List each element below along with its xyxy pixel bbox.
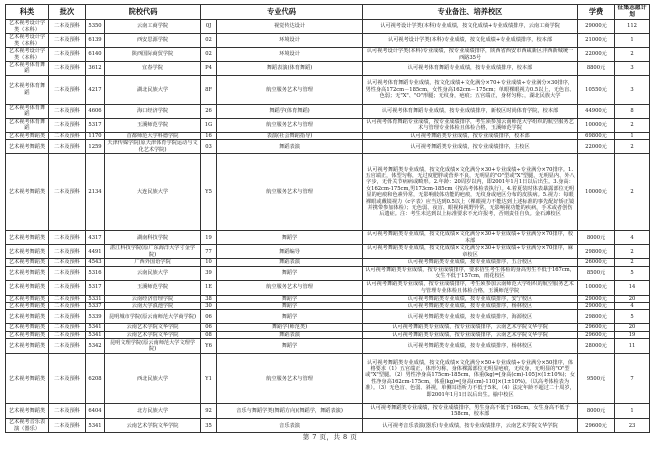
tuition-cell: 29800元 (578, 245, 615, 259)
table-body (6, 20, 650, 433)
school-id-cell: 4491 (86, 245, 105, 259)
notes-cell: 认可视考体育舞蹈专业成绩，按专业成绩排序，新校区时尚体育学院，校本部 (363, 104, 578, 118)
school-name-cell: 湖北民族大学 (105, 75, 201, 104)
table-row (6, 295, 650, 302)
batch-cell: 二本及预科 (49, 62, 86, 76)
notes-cell: 认可视考设计学类(本科)专业成绩，按文化成绩+专业成绩排序，云南工商学院 (363, 20, 578, 34)
table-row (6, 118, 650, 132)
tuition-cell: 29000元 (578, 20, 615, 34)
school-name-cell: 湖南科技学院 (105, 231, 201, 245)
tuition-cell: 10550元 (578, 75, 615, 104)
major-name-cell: 舞蹈学(师范类) (217, 324, 363, 331)
school-name-cell: 陕西国际商贸学院 (105, 48, 201, 62)
tuition-cell: 69800元 (578, 132, 615, 139)
major-name-cell: 舞蹈表演 (217, 140, 363, 154)
major-id-cell: 30 (201, 303, 217, 310)
notes-cell: 认可视考舞蹈类专业成绩，按文化成绩×文化满分×30+专业成绩÷专业满分×70排序，麻章校区 (363, 245, 578, 259)
notes-cell: 认可视考舞蹈类专业成绩，按专业成绩排序，要求招生考生体检的身高男生不低于167cm，女生不低于157cm，雨花校区 (363, 266, 578, 280)
notes-cell: 认可视考舞蹈类专业成绩，按专业成绩排序，云南艺术学院文华学院 (363, 324, 578, 331)
plan-cell: 1 (615, 404, 650, 419)
school-id-cell: 5339 (86, 310, 105, 324)
category-cell: 艺术视考舞蹈类 (6, 266, 49, 280)
table-row (6, 75, 650, 104)
notes-cell: 认可视考舞蹈类专业成绩，按专业成绩排序，海源校区 (363, 310, 578, 324)
notes-cell: 认可视考舞蹈类专业成绩，按专业成绩排序，考生须参加云南师范大学组织的航空服务艺术与管理专业体检且体检合格，玉溪师范学院 (363, 280, 578, 295)
school-name-cell: 云南经济管理学院 (105, 295, 201, 302)
school-id-cell: 5341 (86, 324, 105, 331)
major-name-cell: 舞蹈学 (217, 295, 363, 302)
table-row (6, 339, 650, 354)
major-id-cell: P4 (201, 62, 217, 76)
school-id-cell: 6139 (86, 34, 105, 48)
plan-cell: 8 (615, 104, 650, 118)
plan-cell: 2 (615, 245, 650, 259)
table-row (6, 48, 650, 62)
major-name-cell: 航空服务艺术与管理 (217, 354, 363, 404)
school-name-cell: 广西外国语学院 (105, 259, 201, 266)
header-category: 科类 (6, 5, 49, 20)
table-header-row (6, 5, 650, 20)
school-name-cell: 玉溪师范学院 (105, 118, 201, 132)
category-cell: 艺术视考舞蹈类 (6, 132, 49, 139)
category-cell: 艺术视考设计学类（本科） (6, 34, 49, 48)
batch-cell: 二本及预科 (49, 154, 86, 231)
batch-cell: 二本及预科 (49, 132, 86, 139)
plan-cell: 5 (615, 310, 650, 324)
major-name-cell: 航空服务艺术与管理 (217, 118, 363, 132)
school-id-cell: 5316 (86, 266, 105, 280)
school-name-cell: 云南大学滇池学院 (105, 303, 201, 310)
school-name-cell: 云南工商学院 (105, 20, 201, 34)
major-id-cell: Y1 (201, 354, 217, 404)
major-id-cell: 10 (201, 259, 217, 266)
batch-cell: 二本及预科 (49, 324, 86, 331)
category-cell: 艺术视考设计学类（本科） (6, 48, 49, 62)
major-name-cell: 舞蹈学 (217, 303, 363, 310)
major-id-cell: 02 (201, 48, 217, 62)
major-id-cell: 06 (201, 324, 217, 331)
major-id-cell: 0J (201, 20, 217, 34)
major-name-cell: 舞蹈表演(体育舞蹈) (217, 62, 363, 76)
plan-cell: 19 (615, 331, 650, 338)
category-cell: 艺术视考舞蹈类 (6, 280, 49, 295)
school-name-cell: 云南民族大学 (105, 266, 201, 280)
tuition-cell: 26000元 (578, 259, 615, 266)
tuition-cell: 10000元 (578, 118, 615, 132)
major-name-cell: 环境设计 (217, 34, 363, 48)
major-id-cell: 16 (201, 132, 217, 139)
tuition-cell: 21000元 (578, 34, 615, 48)
school-id-cell: 2134 (86, 154, 105, 231)
plan-cell: 11 (615, 339, 650, 354)
table-row (6, 20, 650, 34)
school-name-cell: 西安思源学院 (105, 34, 201, 48)
plan-cell: 2 (615, 48, 650, 62)
batch-cell: 二本及预科 (49, 104, 86, 118)
notes-cell: 认可视考舞蹈类专业成绩，按文化成绩×文化满分×30+专业成绩÷专业满分×70排序，校本部 (363, 231, 578, 245)
table-row (6, 354, 650, 404)
category-cell: 艺术视考体育舞蹈 (6, 62, 49, 76)
major-name-cell: 舞蹈学 (217, 339, 363, 354)
school-name-cell: 海口经济学院 (105, 104, 201, 118)
notes-cell: 认可视考舞蹈类专业成绩，按文化成绩×文化满分×30+专业成绩÷专业满分×70排序。1.五官端正，体型匀称，无过度肥胖或营养不良，无明显的"O"型或"X"型腿，无明显内、外八字步，无骨关节病病或畸形。2.年龄：20周岁以内，即2001年1月1日以后出生。3.身高：女162cm-175cm,男173cm-185cm（按高考体检表执行）。4.着夏装时体表暴露部位无明显的疤痕和色素异常，无影响肢体功能的疤痕，无纹身或疤区分布的皮肤病。5.视力：每眼裸眼或戴镜视力（c字表）应当达到0.5以上（裸眼视力不能达到上述标准的事先配好矫正镜并携带参加体检）；无色弱、夜盲、眼视和视野异常，无影响视功能的疾病，手术或者创伤后遗症。注：考生未达到以上标准要求不允许报考，否则责任自负。金石滩校区 (363, 154, 578, 231)
school-id-cell: 4317 (86, 231, 105, 245)
table-row (6, 310, 650, 324)
table-row (6, 404, 650, 419)
notes-cell: 认可视考设计学类(本科)专业成绩，按文化成绩+专业成绩排序，校本部 (363, 34, 578, 48)
major-id-cell: 19 (201, 231, 217, 245)
table-row (6, 140, 650, 154)
major-name-cell: 舞蹈学 (217, 231, 363, 245)
major-name-cell: 航空服务艺术与管理 (217, 280, 363, 295)
batch-cell: 二本及预科 (49, 266, 86, 280)
category-cell: 艺术视考体育舞蹈 (6, 104, 49, 118)
major-id-cell: 1E (201, 280, 217, 295)
school-name-cell: 云南艺术学院文华学院 (105, 331, 201, 338)
major-id-cell: 77 (201, 245, 217, 259)
notes-cell: 认可视考舞蹈类专业成绩，按专业成绩排序，主校区 (363, 140, 578, 154)
plan-cell: 20 (615, 295, 650, 302)
major-id-cell: 26 (201, 104, 217, 118)
table-row (6, 34, 650, 48)
school-name-cell: 首都师范大学科德学院 (105, 132, 201, 139)
major-id-cell: 39 (201, 266, 217, 280)
plan-cell: 20 (615, 324, 650, 331)
category-cell: 艺术视考舞蹈类 (6, 354, 49, 404)
school-id-cell: 3612 (86, 62, 105, 76)
plan-cell: 1 (615, 34, 650, 48)
category-cell: 艺术视考舞蹈类 (6, 295, 49, 302)
admission-plan-table (5, 4, 650, 433)
plan-cell: 112 (615, 20, 650, 34)
school-name-cell: 湛江科技学院(原广东海洋大学寸金学院) (105, 245, 201, 259)
category-cell: 艺术视考舞蹈类 (6, 259, 49, 266)
category-cell: 艺术视考舞蹈类 (6, 339, 49, 354)
tuition-cell: 8000元 (578, 404, 615, 419)
notes-cell: 认可视考舞蹈类专业成绩，按专业成绩排序，杨林校区 (363, 303, 578, 310)
table-row (6, 303, 650, 310)
major-name-cell: 表演(社会舞蹈指导) (217, 132, 363, 139)
school-name-cell: 玉溪师范学院 (105, 280, 201, 295)
tuition-cell: 29800元 (578, 310, 615, 324)
school-name-cell: 云南艺术学院文华学院 (105, 419, 201, 433)
school-id-cell: 5317 (86, 118, 105, 132)
plan-cell: 2 (615, 118, 650, 132)
major-id-cell: 03 (201, 140, 217, 154)
major-name-cell: 舞蹈表演 (217, 259, 363, 266)
major-id-cell: 38 (201, 295, 217, 302)
tuition-cell: 8000元 (578, 231, 615, 245)
major-id-cell: 02 (201, 34, 217, 48)
major-id-cell: Y5 (201, 154, 217, 231)
table-row (6, 331, 650, 338)
batch-cell: 二本及预科 (49, 245, 86, 259)
major-name-cell: 舞蹈学 (217, 266, 363, 280)
plan-cell: 5 (615, 266, 650, 280)
table-row (6, 419, 650, 433)
tuition-cell: 10000元 (578, 154, 615, 231)
major-name-cell: 舞蹈编导 (217, 245, 363, 259)
tuition-cell: 29000元 (578, 303, 615, 310)
school-name-cell: 天津传媒学院(原天津体育学院运动与文化艺术学院) (105, 140, 201, 154)
tuition-cell: 8800元 (578, 62, 615, 76)
school-name-cell: 昆明城市学院(原云南师范大学商学院) (105, 310, 201, 324)
batch-cell: 二本及预科 (49, 280, 86, 295)
notes-cell: 认可视考舞蹈类专业成绩，按专业成绩排序，安宁校区 (363, 295, 578, 302)
school-id-cell: 6404 (86, 404, 105, 419)
batch-cell: 二本及预科 (49, 295, 86, 302)
category-cell: 艺术视考设计学类（本科） (6, 20, 49, 34)
table-row (6, 104, 650, 118)
school-name-cell: 云南艺术学院文华学院 (105, 324, 201, 331)
major-name-cell: 舞蹈学(体育舞蹈) (217, 104, 363, 118)
table-row (6, 154, 650, 231)
notes-cell: 认可视考舞蹈类专业成绩，按文化成绩×文化满分×50+专业成绩÷专业满分×50排序，体格要求（1）五官端正，体形匀称，身体裸露部位无明显疤痕，无纹身，无明显的"O"型或"X"型腿。（2）男性净身高175cm-185cm，体重(kg)=[身高(cm)-105]×(1±10%)；女性净身高162cm-175cm，体重(kg)=[身高(cm)-110]×(1±10%)。（以高考体检表为准）。（3）无色盲、色弱、斜视，单侧耳语听力不低于5米。（4）法定年龄不超过二十周岁，即2001年1月1日以后出生。榆中校区 (363, 354, 578, 404)
batch-cell: 二本及预科 (49, 231, 86, 245)
table-row (6, 245, 650, 259)
category-cell: 艺术视考舞蹈类 (6, 140, 49, 154)
batch-cell: 二本及预科 (49, 118, 86, 132)
header-notes: 专业备注、培养校区 (363, 5, 578, 20)
tuition-cell: 10000元 (578, 280, 615, 295)
tuition-cell: 9500元 (578, 354, 615, 404)
notes-cell: 认可视考舞蹈类专业成绩，按专业成绩排序，杨林校区 (363, 339, 578, 354)
plan-cell: 1 (615, 132, 650, 139)
category-cell: 艺术视考舞蹈类 (6, 310, 49, 324)
category-cell: 艺术视考舞蹈类 (6, 154, 49, 231)
batch-cell: 二本及预科 (49, 48, 86, 62)
school-name-cell: 北方民族大学 (105, 404, 201, 419)
plan-cell: 2 (615, 140, 650, 154)
school-id-cell: 6208 (86, 354, 105, 404)
batch-cell: 二本及预科 (49, 34, 86, 48)
school-id-cell: 4543 (86, 259, 105, 266)
major-id-cell: 92 (201, 404, 217, 419)
school-name-cell: 西北民族大学 (105, 354, 201, 404)
notes-cell: 认可视考体育舞蹈专业成绩，按专业成绩排序，校本部 (363, 62, 578, 76)
batch-cell: 二本及预科 (49, 331, 86, 338)
category-cell: 艺术视考体育舞蹈 (6, 75, 49, 104)
header-school-code: 院校代码 (86, 5, 201, 20)
major-id-cell: 8F (201, 75, 217, 104)
tuition-cell: 22000元 (578, 48, 615, 62)
notes-cell: 认可视考舞蹈类专业成绩，按专业成绩排序，五合校区 (363, 259, 578, 266)
category-cell: 艺术视考舞蹈类 (6, 404, 49, 419)
tuition-cell: 29000元 (578, 295, 615, 302)
major-id-cell: 1G (201, 118, 217, 132)
major-id-cell: 08 (201, 331, 217, 338)
school-id-cell: 4606 (86, 104, 105, 118)
notes-cell: 认可视考舞蹈类专业成绩，按专业成绩排序，校本部 (363, 132, 578, 139)
notes-cell: 认可视考体育舞蹈专业成绩，按文化成绩+文化满分×70+专业成绩÷专业满分×30排序，男性身高172cm－185cm，女性身高162cm－175cm；单眼裸眼视力0.5以上，无色盲、色弱；无"X"、"O"形腿；无纹身，疤痕；五官端正，身材匀称；，湖北民族大学 (363, 75, 578, 104)
tuition-cell: 22000元 (578, 140, 615, 154)
major-id-cell: Y6 (201, 339, 217, 354)
plan-cell: 14 (615, 280, 650, 295)
tuition-cell: 29600元 (578, 419, 615, 433)
batch-cell: 二本及预科 (49, 20, 86, 34)
tuition-cell: 8500元 (578, 266, 615, 280)
tuition-cell: 29600元 (578, 324, 615, 331)
batch-cell: 二本及预科 (49, 310, 86, 324)
school-name-cell: 昆明文理学院(原云南师范大学文理学院) (105, 339, 201, 354)
header-batch: 批次 (49, 5, 86, 20)
school-id-cell: 5341 (86, 331, 105, 338)
category-cell: 艺术视考体育舞蹈 (6, 118, 49, 132)
batch-cell: 二本及预科 (49, 339, 86, 354)
category-cell: 艺术视考舞蹈类 (6, 331, 49, 338)
batch-cell: 二本及预科 (49, 303, 86, 310)
school-id-cell: 5317 (86, 280, 105, 295)
table-row (6, 62, 650, 76)
notes-cell: 认可视考舞蹈类专业成绩，按专业成绩排序，男生身高不低于168cm，女生身高不低于158cm，校本部 (363, 404, 578, 419)
plan-cell: 4 (615, 231, 650, 245)
table-row (6, 132, 650, 139)
major-name-cell: 航空服务艺术与管理 (217, 154, 363, 231)
batch-cell: 二本及预科 (49, 140, 86, 154)
plan-cell: 4 (615, 303, 650, 310)
tuition-cell: 29600元 (578, 331, 615, 338)
table-row (6, 259, 650, 266)
major-id-cell: 06 (201, 310, 217, 324)
major-id-cell: 35 (201, 419, 217, 433)
category-cell: 艺术视考舞蹈类 (6, 324, 49, 331)
category-cell: 艺术视考舞蹈类 (6, 231, 49, 245)
batch-cell: 二本及预科 (49, 354, 86, 404)
plan-cell: 3 (615, 62, 650, 76)
header-plan: 征集志愿计划 (615, 5, 650, 20)
tuition-cell: 44900元 (578, 104, 615, 118)
page-number: 第 7 页，共 8 页 (302, 433, 358, 441)
major-name-cell: 音乐与舞蹈学类(舞蹈方向)(舞蹈学，舞蹈表演) (217, 404, 363, 419)
category-cell: 艺术视考舞蹈类 (6, 303, 49, 310)
category-cell: 艺术视考舞蹈类 (6, 245, 49, 259)
major-name-cell: 视觉传达设计 (217, 20, 363, 34)
school-id-cell: 5331 (86, 295, 105, 302)
batch-cell: 二本及预科 (49, 419, 86, 433)
batch-cell: 二本及预科 (49, 259, 86, 266)
major-name-cell: 舞蹈表演 (217, 331, 363, 338)
major-name-cell: 航空服务艺术与管理 (217, 75, 363, 104)
table-row (6, 280, 650, 295)
school-id-cell: 1259 (86, 140, 105, 154)
school-name-cell: 大连民族大学 (105, 154, 201, 231)
plan-cell: 7 (615, 354, 650, 404)
school-id-cell: 5337 (86, 303, 105, 310)
school-id-cell: 4217 (86, 75, 105, 104)
plan-cell: 3 (615, 75, 650, 104)
school-id-cell: 5350 (86, 20, 105, 34)
notes-cell: 认可视考设计学类(本科)专业成绩，按专业成绩排序，陕西省西安市西咸新区沣西新城统一西路35号 (363, 48, 578, 62)
category-cell: 艺术视考音乐表演（器乐） (6, 419, 49, 433)
table-row (6, 231, 650, 245)
school-id-cell: 5342 (86, 339, 105, 354)
batch-cell: 二本及预科 (49, 75, 86, 104)
school-name-cell: 宜春学院 (105, 62, 201, 76)
header-major-code: 专业代码 (201, 5, 363, 20)
school-id-cell: 5341 (86, 419, 105, 433)
plan-cell: 2 (615, 154, 650, 231)
notes-cell: 认可视考音乐表演(器乐)专业成绩，按专业成绩排序，云南艺术学院文华学院 (363, 419, 578, 433)
major-name-cell: 音乐表演 (217, 419, 363, 433)
major-name-cell: 舞蹈学 (217, 310, 363, 324)
notes-cell: 认可视考体育舞蹈专业成绩，按专业成绩排序，考生须参加云南师范大学组织的航空服务艺术与管理专业体检且体检合格，玉溪师范学院 (363, 118, 578, 132)
table-row (6, 324, 650, 331)
header-tuition: 学费 (578, 5, 615, 20)
batch-cell: 二本及预科 (49, 404, 86, 419)
major-name-cell: 环境设计 (217, 48, 363, 62)
plan-cell: 2 (615, 259, 650, 266)
school-id-cell: 6140 (86, 48, 105, 62)
school-id-cell: 1170 (86, 132, 105, 139)
plan-cell: 23 (615, 419, 650, 433)
tuition-cell: 28000元 (578, 339, 615, 354)
table-row (6, 266, 650, 280)
notes-cell: 认可视考舞蹈类专业成绩，按专业成绩排序，云南艺术学院文华学院 (363, 331, 578, 338)
